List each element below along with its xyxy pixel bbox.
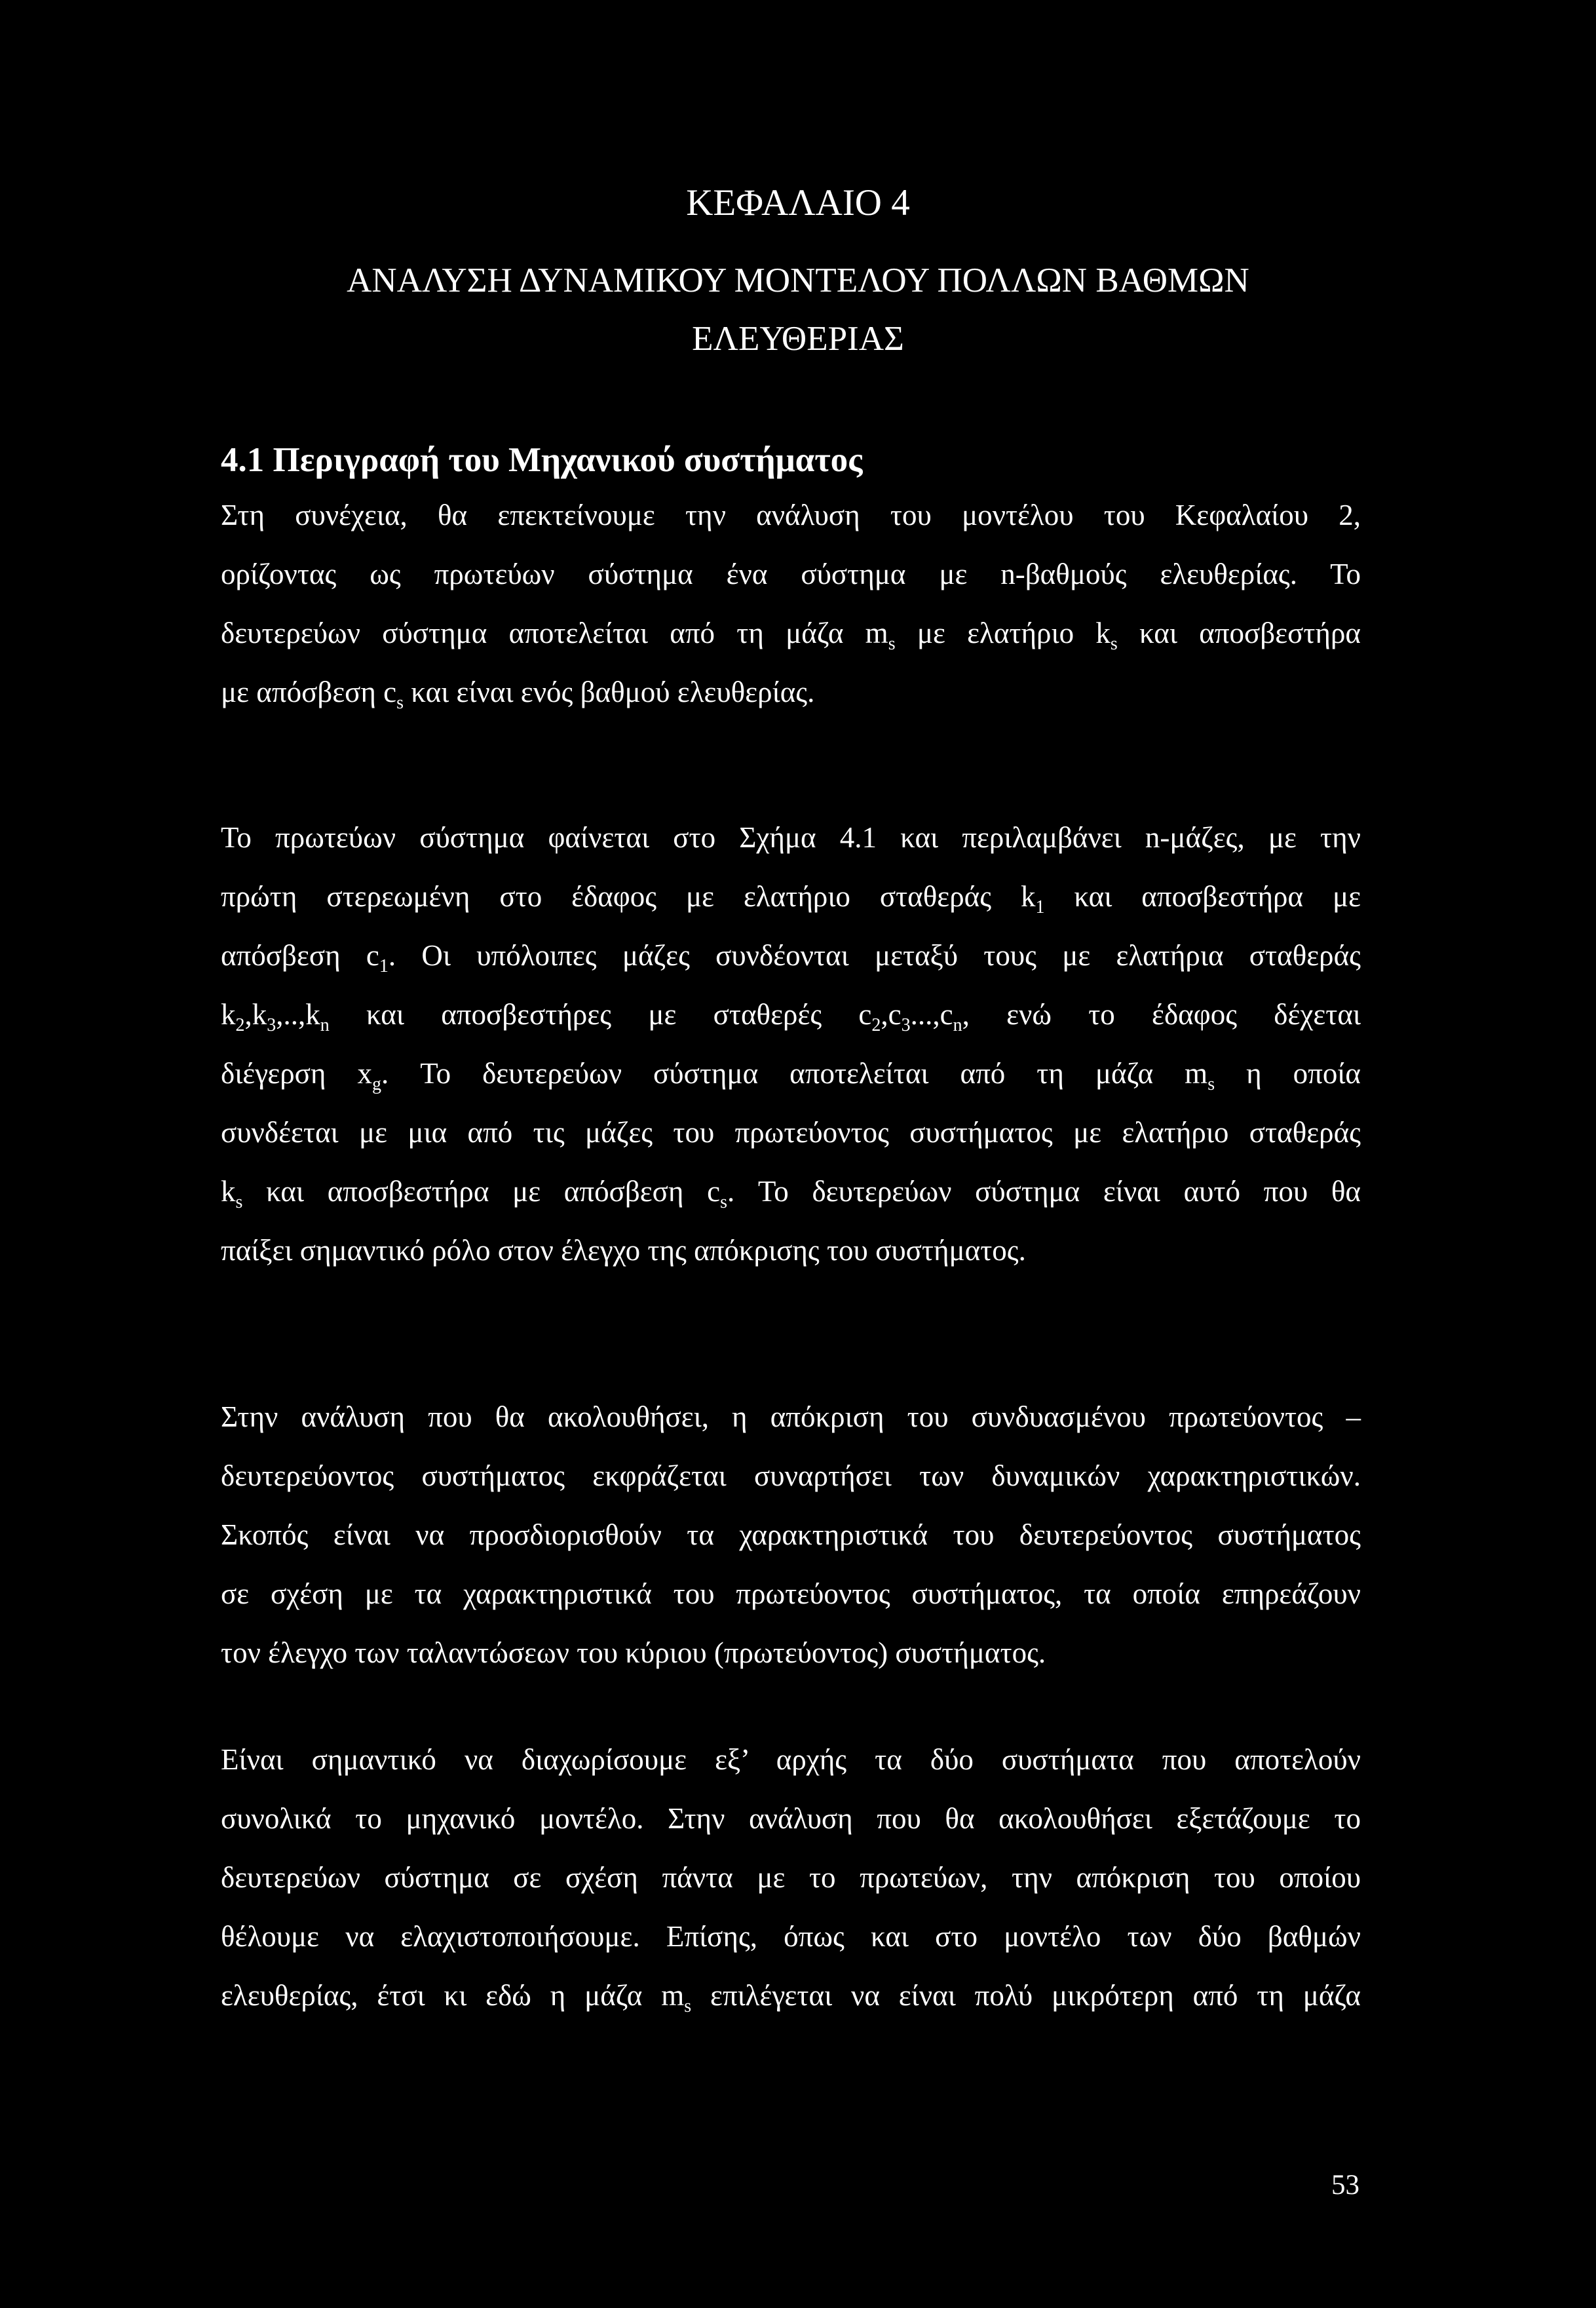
- text-line: σε σχέση με τα χαρακτηριστικά του πρωτεύοντος συστήματος, τα οποία επηρεάζουν: [221, 1577, 1361, 1610]
- text-line: με απόσβεση $c_s$ και είναι ενός βαθμού ελευθερίας.: [221, 676, 815, 713]
- chapter-subtitle-line-2: ΕΛΕΥΘΕΡΙΑΣ: [692, 320, 904, 358]
- text-line: συνολικά το μηχανικό μοντέλο. Στην ανάλυση που θα ακολουθήσει εξετάζουμε το: [221, 1802, 1361, 1835]
- text-line: συνδέεται με μια από τις μάζες του πρωτεύοντος συστήματος με ελατήριο σταθεράς: [221, 1116, 1361, 1149]
- text-line: Σκοπός είναι να προσδιορισθούν τα χαρακτηριστικά του δευτερεύοντος συστήματος: [221, 1518, 1361, 1551]
- text-line: θέλουμε να ελαχιστοποιήσουμε. Επίσης, όπως και στο μοντέλο των δύο βαθμών: [221, 1920, 1361, 1953]
- text-line: παίξει σημαντικό ρόλο στον έλεγχο της απόκρισης του συστήματος.: [221, 1234, 1026, 1267]
- paragraph-1: [221, 486, 1361, 721]
- text-line: δευτερεύοντος συστήματος εκφράζεται συναρτήσει των δυναμικών χαρακτηριστικών.: [221, 1459, 1361, 1492]
- text-line: πρώτη στερεωμένη στο έδαφος με ελατήριο σταθεράς $k_1$ και αποσβεστήρα με: [221, 880, 1361, 917]
- text-line: απόσβεση $c_1$. Οι υπόλοιπες μάζες συνδέονται μεταξύ τους με ελατήρια σταθεράς: [221, 939, 1361, 976]
- text-line: $k_2,k_3,..,k_n$ και αποσβεστήρες με σταθερές $c_2,c_3...,c_n$, ενώ το έδαφος δέχεται: [221, 998, 1361, 1035]
- text-line: Στη συνέχεια, θα επεκτείνουμε την ανάλυση του μοντέλου του Κεφαλαίου 2,: [221, 499, 1361, 531]
- page-number: 53: [1331, 2170, 1359, 2201]
- text-line: δευτερεύων σύστημα αποτελείται από τη μάζα $m_s$ με ελατήριο $k_s$ και αποσβεστήρα: [221, 617, 1361, 654]
- paragraph-4: [221, 1730, 1361, 2025]
- text-line: ελευθερίας, έτσι κι εδώ η μάζα $m_s$ επιλέγεται να είναι πολύ μικρότερη από τη μάζα: [221, 1979, 1361, 2016]
- text-line: ορίζοντας ως πρωτεύων σύστημα ένα σύστημα με n-βαθμούς ελευθερίας. Το: [221, 558, 1361, 590]
- paragraph-2: [221, 808, 1361, 1280]
- chapter-title: ΚΕΦΑΛΑΙΟ 4: [686, 182, 910, 223]
- text-line: διέγερση $x_g$. Το δευτερεύων σύστημα αποτελείται από τη μάζα $m_s$ η οποία: [221, 1057, 1361, 1094]
- paragraph-3: [221, 1387, 1361, 1682]
- text-line: τον έλεγχο των ταλαντώσεων του κύριου (πρωτεύοντος) συστήματος.: [221, 1636, 1046, 1669]
- text-line: Είναι σημαντικό να διαχωρίσουμε εξ’ αρχής τα δύο συστήματα που αποτελούν: [221, 1743, 1361, 1776]
- text-line: δευτερεύων σύστημα σε σχέση πάντα με το πρωτεύων, την απόκριση του οποίου: [221, 1861, 1361, 1894]
- text-line: Το πρωτεύων σύστημα φαίνεται στο Σχήμα 4.1 και περιλαμβάνει n-μάζες, με την: [221, 821, 1361, 854]
- text-line: $k_s$ και αποσβεστήρα με απόσβεση $c_s$. Το δευτερεύων σύστημα είναι αυτό που θα: [221, 1175, 1361, 1212]
- chapter-subtitle-line-1: ΑΝΑΛΥΣΗ ΔΥΝΑΜΙΚΟΥ ΜΟΝΤΕΛΟΥ ΠΟΛΛΩΝ ΒΑΘΜΩΝ: [347, 261, 1249, 299]
- text-line: Στην ανάλυση που θα ακολουθήσει, η απόκριση του συνδυασμένου πρωτεύοντος –: [221, 1400, 1361, 1433]
- section-heading: 4.1 Περιγραφή του Μηχανικού συστήματος: [221, 441, 863, 479]
